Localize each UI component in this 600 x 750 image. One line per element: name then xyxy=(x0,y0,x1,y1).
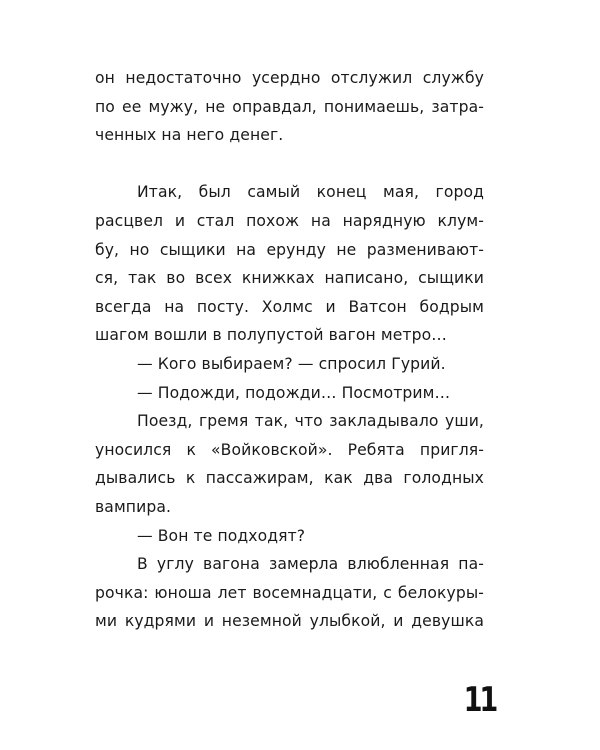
text-line: ченных на него денег. xyxy=(95,126,284,145)
page-number: 11 xyxy=(463,680,496,720)
text-line: Поезд, гремя так, что закладывало уши, xyxy=(137,412,484,431)
text-line: бу, но сыщики на ерунду не разменивают- xyxy=(95,240,484,259)
page-text xyxy=(95,64,484,636)
paragraph-gap xyxy=(95,150,484,179)
text-line: дывались к пассажирам, как два голодных xyxy=(95,469,484,488)
dialogue-line: — Подожди, подожди… Посмотрим… xyxy=(137,383,451,402)
text-line: Итак, был самый конец мая, город xyxy=(137,183,484,202)
text-line: расцвел и стал похож на нарядную клум- xyxy=(95,211,484,230)
text-line: он недостаточно усердно отслужил службу xyxy=(95,69,484,87)
text-line: В углу вагона замерла влюбленная па- xyxy=(137,555,484,574)
text-line: уносился к «Войковской». Ребята пригля- xyxy=(95,440,484,459)
text-line: ми кудрями и неземной улыбкой, и девушка xyxy=(95,612,484,631)
text-line: вампира. xyxy=(95,497,172,516)
text-line: рочка: юноша лет восемнадцати, с белокуры- xyxy=(95,583,484,602)
text-line: ся, так во всех книжках написано, сыщики xyxy=(95,269,484,288)
text-line: по ее мужу, не оправдал, понимаешь, затра- xyxy=(95,97,484,116)
text-line: шагом вошли в полупустой вагон метро… xyxy=(95,326,447,345)
text-line: всегда на посту. Холмс и Ватсон бодрым xyxy=(95,297,484,316)
dialogue-line: — Кого выбираем? — спросил Гурий. xyxy=(137,354,446,373)
dialogue-line: — Вон те подходят? xyxy=(137,526,306,545)
